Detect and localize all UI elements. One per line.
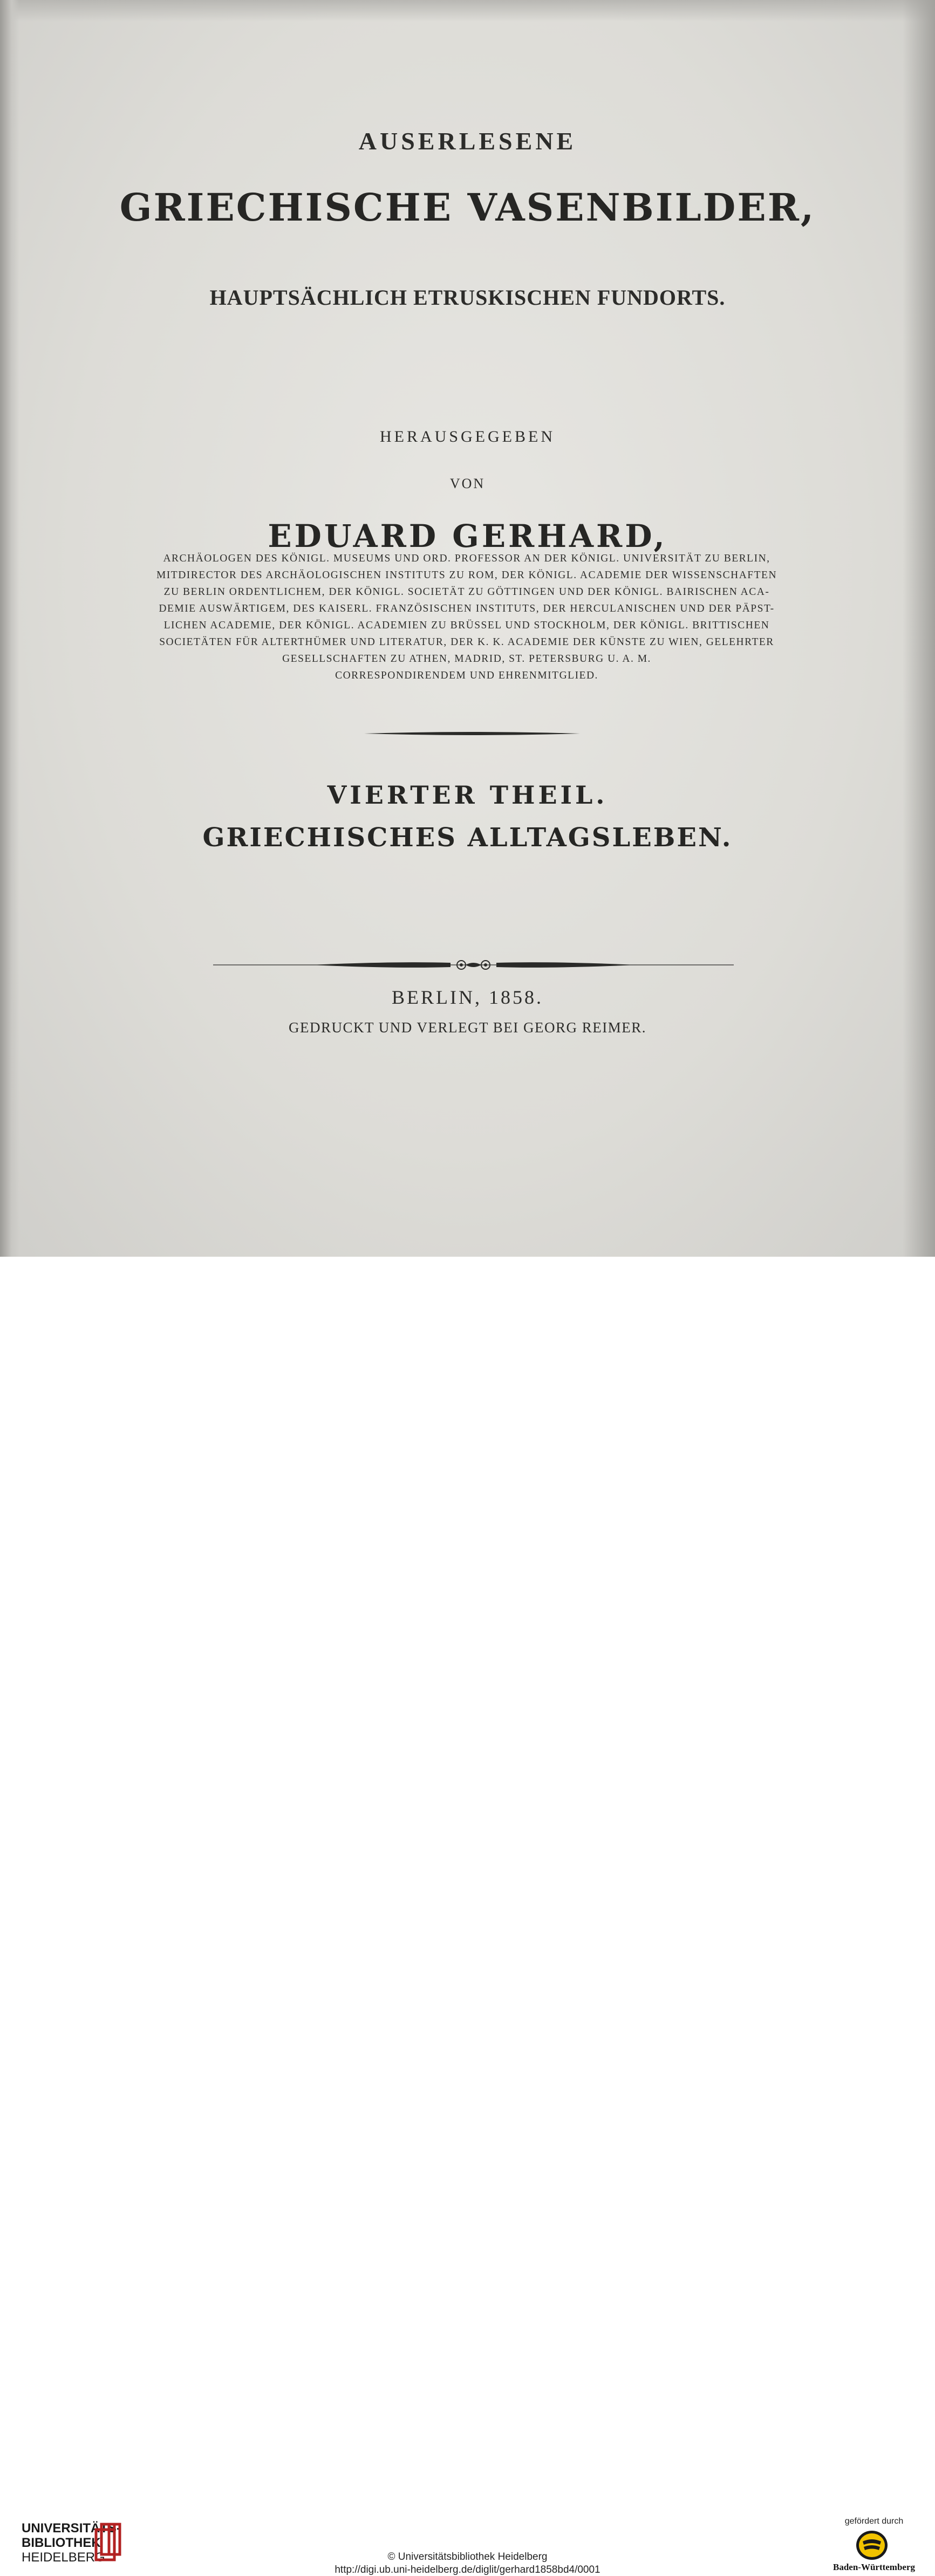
credentials-line: CORRESPONDIRENDEM UND EHRENMITGLIED.	[335, 670, 598, 681]
editor-von: VON	[449, 476, 486, 491]
credentials-line: ZU BERLIN ORDENTLICHEM, DER KÖNIGL. SOCIETÄT ZU GÖTTINGEN UND DER KÖNIGL. BAIRISCHEN ACA-	[163, 586, 770, 598]
credentials-line: DEMIE AUSWÄRTIGEM, DES KAISERL. FRANZÖSISCHEN INSTITUTS, DER HERCULANISCHEN UND DER PÄPST-	[159, 603, 775, 614]
main-title: GRIECHISCHE VASENBILDER,	[119, 185, 816, 230]
volume-title: GRIECHISCHES ALLTAGSLEBEN.	[202, 823, 733, 853]
library-name-line: BIBLIOTHEK	[22, 2536, 101, 2550]
ornamental-rule	[213, 958, 734, 972]
publisher: GEDRUCKT UND VERLEGT BEI GEORG REIMER.	[289, 1019, 646, 1036]
editor-intro: HERAUSGEGEBEN	[380, 428, 555, 446]
library-name-line: UNIVERSITÄTS-	[22, 2521, 121, 2536]
place-year: BERLIN, 1858.	[392, 986, 543, 1008]
credentials-line: MITDIRECTOR DES ARCHÄOLOGISCHEN INSTITUTS ZU ROM, DER KÖNIGL. ACADEMIE DER WISSENSCHAFTEN	[156, 570, 777, 581]
page-shadow-top	[0, 0, 935, 22]
editor-name: EDUARD GERHARD,	[268, 518, 667, 554]
funded-by-label: gefördert durch	[844, 2517, 904, 2526]
sponsor-name: Baden-Württemberg	[832, 2562, 916, 2572]
title-line-1: AUSERLESENE	[358, 127, 577, 155]
editor-credentials	[140, 550, 793, 684]
volume-number: VIERTER THEIL.	[327, 780, 608, 810]
subtitle: HAUPTSÄCHLICH ETRUSKISCHEN FUNDORTS.	[209, 285, 726, 310]
viewer-footer	[0, 1257, 935, 2575]
scanned-title-page	[0, 0, 935, 1257]
credentials-line: LICHEN ACADEMIE, DER KÖNIGL. ACADEMIEN ZU BRÜSSEL UND STOCKHOLM, DER KÖNIGL. BRITTISCHEN	[163, 620, 770, 631]
decorative-rule	[364, 731, 580, 736]
copyright-notice: © Universitätsbibliothek Heidelberg	[387, 2551, 548, 2563]
library-name-line: HEIDELBERG	[22, 2550, 105, 2565]
credentials-line: ARCHÄOLOGEN DES KÖNIGL. MUSEUMS UND ORD. PROFESSOR AN DER KÖNIGL. UNIVERSITÄT ZU BERLIN,	[163, 553, 770, 564]
permalink[interactable]: http://digi.ub.uni-heidelberg.de/diglit/gerhard1858bd4/0001	[335, 2564, 600, 2575]
credentials-line: SOCIETÄTEN FÜR ALTERTHÜMER UND LITERATUR, DER K. K. ACADEMIE DER KÜNSTE ZU WIEN, GELEHRTER	[159, 636, 774, 648]
baden-wuerttemberg-emblem-icon	[855, 2530, 889, 2561]
credentials-line: GESELLSCHAFTEN ZU ATHEN, MADRID, ST. PETERSBURG U. A. M.	[282, 653, 651, 664]
